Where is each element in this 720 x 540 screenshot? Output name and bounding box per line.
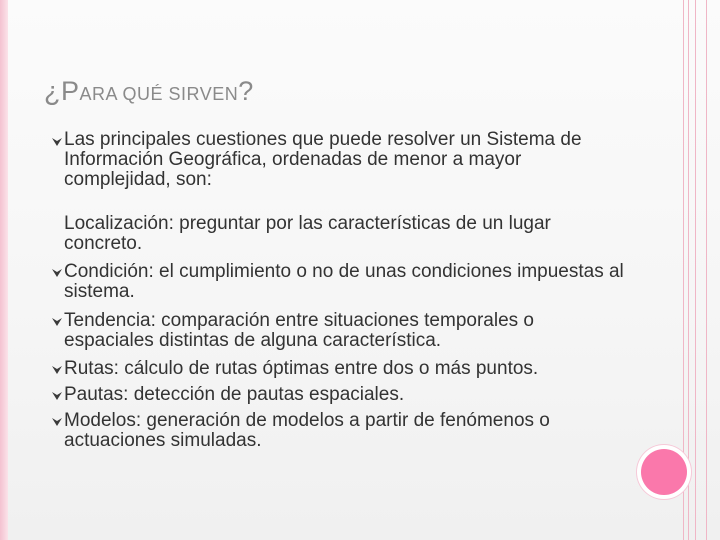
title-lead: ¿P (44, 76, 80, 106)
arrowhead-bullet-icon (50, 134, 64, 148)
list-item: Tendencia: comparación entre situaciones temporales o espaciales distintas de alguna característica. (64, 310, 534, 351)
list-item: Pautas: detección de pautas espaciales. (64, 384, 405, 405)
arrowhead-bullet-icon (50, 265, 64, 279)
arrowhead-bullet-icon (50, 414, 64, 428)
arrowhead-bullet-icon (50, 314, 64, 328)
title-question-mark: ? (238, 76, 254, 106)
arrowhead-bullet-icon (50, 388, 64, 402)
intro-paragraph: Las principales cuestiones que puede resolver un Sistema de Información Geográfica, ordenadas de menor a mayor complejidad, son: (64, 129, 582, 190)
list-item: Localización: preguntar por las características de un lugar concreto. (64, 213, 551, 254)
arrowhead-bullet-icon (50, 362, 64, 376)
list-item: Condición: el cumplimiento o no de unas condiciones impuestas al sistema. (64, 261, 624, 302)
list-item: Modelos: generación de modelos a partir de fenómenos o actuaciones simuladas. (64, 410, 550, 451)
list-item: Rutas: cálculo de rutas óptimas entre dos o más puntos. (64, 358, 539, 379)
title-smallcaps: ARA QUÉ SIRVEN (79, 84, 239, 104)
